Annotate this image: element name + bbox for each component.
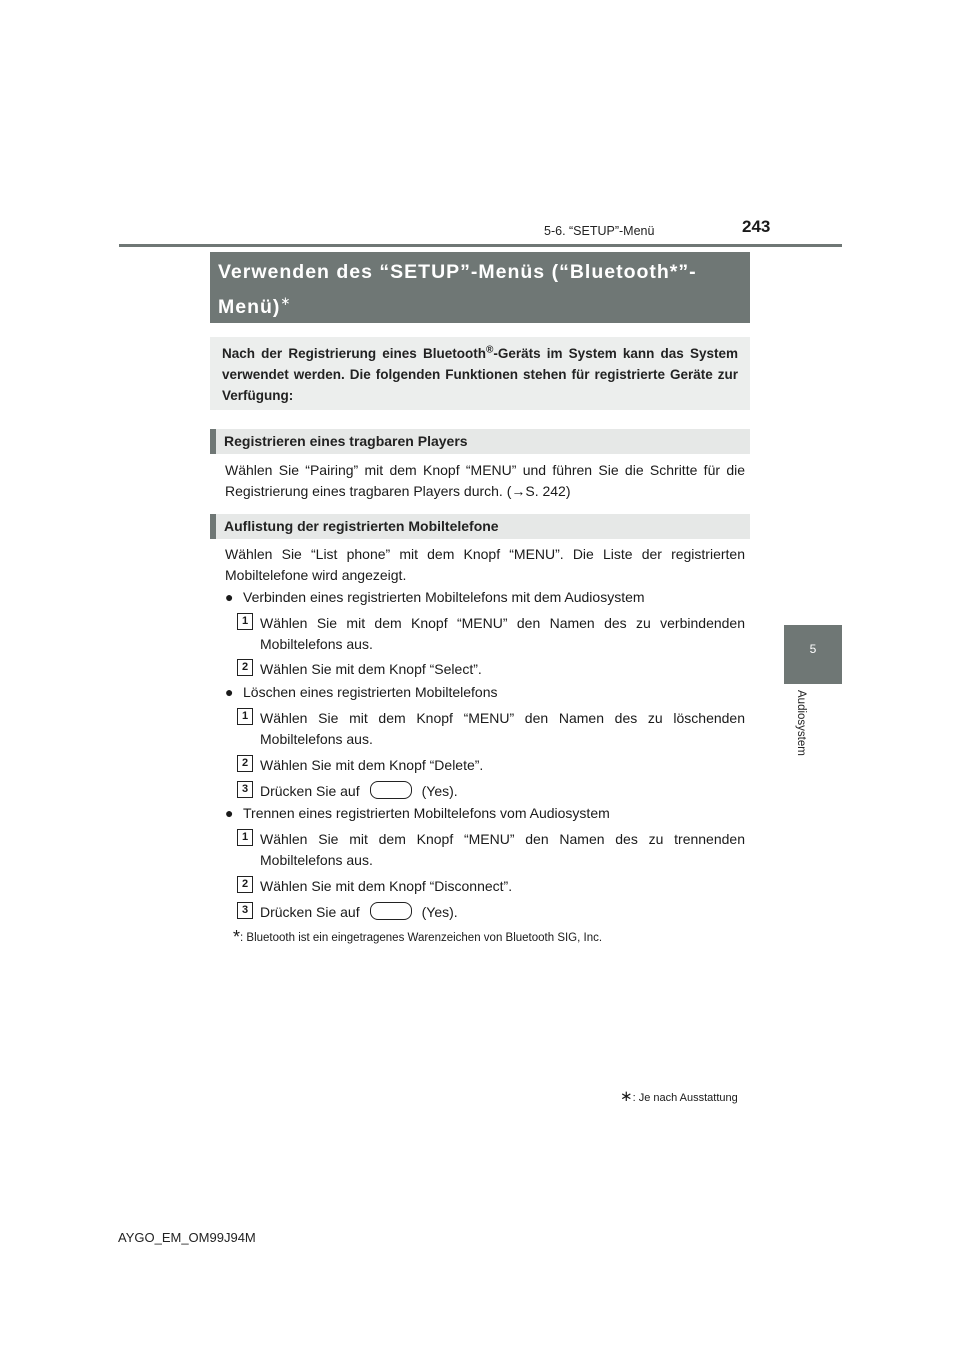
step-text-after: (Yes). <box>421 904 458 920</box>
step-connect-1 <box>237 613 745 655</box>
step-delete-3 <box>237 781 745 802</box>
bullet-dot: ● <box>225 589 234 605</box>
bullet-delete <box>225 682 745 703</box>
step-number: 2 <box>237 755 253 772</box>
footnote-bluetooth <box>233 927 602 948</box>
bullet-text: Löschen eines registrierten Mobiltelefons <box>243 684 498 700</box>
step-delete-1 <box>237 708 745 750</box>
bullet-text: Trennen eines registrierten Mobiltelefons vom Audiosystem <box>243 805 610 821</box>
header-rule <box>119 244 842 247</box>
step-number: 1 <box>237 829 253 846</box>
side-tab-number: 5 <box>809 642 817 656</box>
section-title-text: Verwenden des “SETUP”-Menüs (“Bluetooth*”-Menü) <box>218 261 697 318</box>
bullet-connect <box>225 587 745 608</box>
section-title-mark: ∗ <box>280 294 292 308</box>
bullet-text: Verbinden eines registrierten Mobiltelefons mit dem Audiosystem <box>243 589 645 605</box>
document-code: AYGO_EM_OM99J94M <box>118 1230 256 1245</box>
bullet-disconnect <box>225 803 745 824</box>
section-title <box>210 252 750 323</box>
step-text: Wählen Sie mit dem Knopf “Delete”. <box>260 757 484 773</box>
equipment-note-text: : Je nach Ausstattung <box>632 1092 738 1104</box>
oval-button-icon <box>370 902 412 920</box>
subheader-list-phones: Auflistung der registrierten Mobiltelefone <box>210 514 750 539</box>
equipment-note <box>620 1087 738 1105</box>
page-number: 243 <box>742 217 771 236</box>
step-text: Wählen Sie mit dem Knopf “Select”. <box>260 661 482 677</box>
step-number: 1 <box>237 708 253 725</box>
subheader-register-player: Registrieren eines tragbaren Players <box>210 429 750 454</box>
step-disconnect-3 <box>237 902 745 923</box>
equipment-note-mark: ∗ <box>620 1088 633 1105</box>
header-section: 5-6. “SETUP”-Menü <box>544 224 655 238</box>
step-number: 2 <box>237 876 253 893</box>
step-text-after: (Yes). <box>421 783 458 799</box>
bullet-dot: ● <box>225 805 234 821</box>
registered-mark: ® <box>485 344 494 356</box>
footnote-mark: * <box>233 927 241 947</box>
step-delete-2 <box>237 755 745 776</box>
step-text: Wählen Sie mit dem Knopf “MENU” den Namen des zu trennenden Mobiltelefons aus. <box>260 831 745 868</box>
oval-button-icon <box>370 781 412 799</box>
step-number: 3 <box>237 902 253 919</box>
paragraph-list-phones: Wählen Sie “List phone” mit dem Knopf “MENU”. Die Liste der registrierten Mobiltelefone wird angezeigt. <box>225 546 745 583</box>
step-text: Wählen Sie mit dem Knopf “MENU” den Namen des zu verbindenden Mobiltelefons aus. <box>260 615 745 652</box>
intro-text-before: Nach der Registrierung eines Bluetooth <box>222 346 486 361</box>
bullet-dot: ● <box>225 684 234 700</box>
step-number: 2 <box>237 659 253 676</box>
step-connect-2 <box>237 659 745 680</box>
step-number: 3 <box>237 781 253 798</box>
paragraph-register-player: Wählen Sie “Pairing” mit dem Knopf “MENU” und führen Sie die Schritte für die Registrierung eines tragbaren Players durch. (→S. 242) <box>225 462 745 499</box>
intro-box <box>210 337 750 410</box>
step-text-before: Drücken Sie auf <box>260 904 360 920</box>
step-disconnect-1 <box>237 829 745 871</box>
footnote-text: : Bluetooth ist ein eingetragenes Warenzeichen von Bluetooth SIG, Inc. <box>240 932 603 944</box>
step-disconnect-2 <box>237 876 745 897</box>
step-number: 1 <box>237 613 253 630</box>
intro-text-after: -Geräts im System kann das System verwendet werden. Die folgenden Funktionen stehen für registrierte Geräte zur Verfügung: <box>222 346 738 403</box>
step-text-before: Drücken Sie auf <box>260 783 360 799</box>
side-tab-label: Audiosystem <box>795 690 807 756</box>
step-text: Wählen Sie mit dem Knopf “MENU” den Namen des zu löschenden Mobiltelefons aus. <box>260 710 745 747</box>
step-text: Wählen Sie mit dem Knopf “Disconnect”. <box>260 878 513 894</box>
